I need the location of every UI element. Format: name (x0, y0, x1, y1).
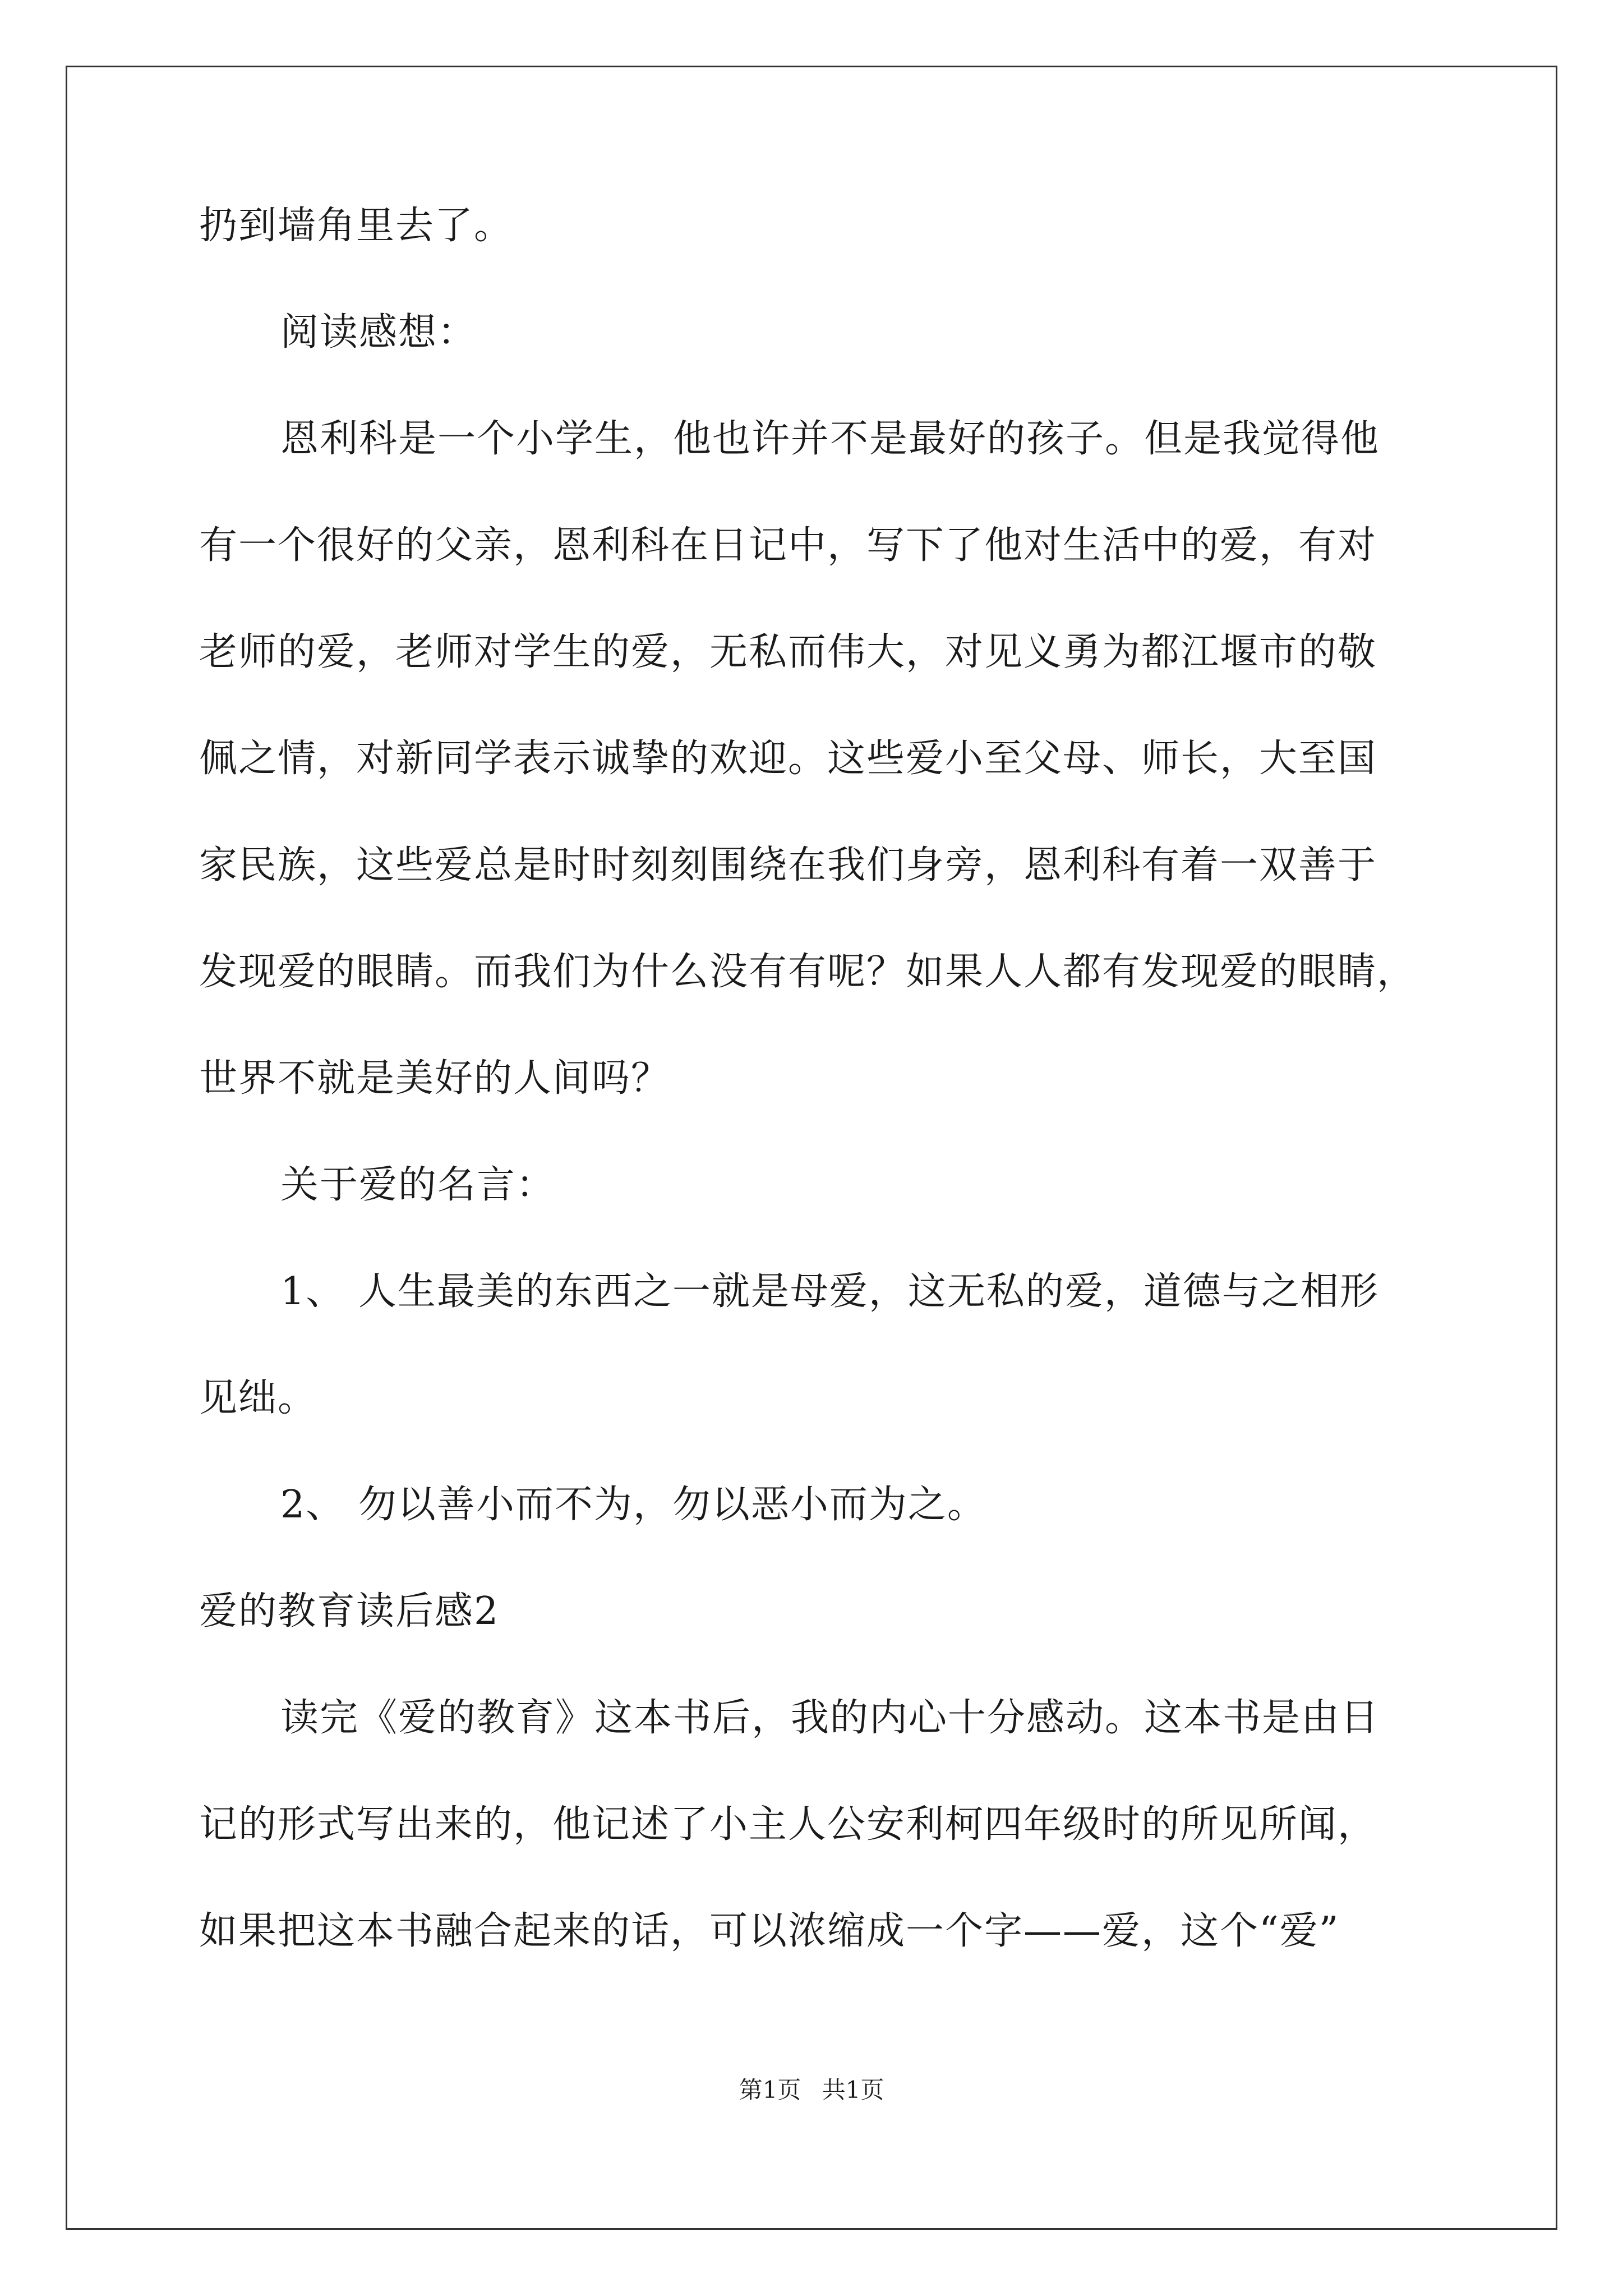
text-line: 2、 勿以善小而不为，勿以恶小而为之。 (280, 1483, 986, 1527)
text-line: 恩利科是一个小学生，他也许并不是最好的孩子。但是我觉得他 (280, 417, 1380, 461)
text-line: 有一个很好的父亲，恩利科在日记中，写下了他对生活中的爱，有对 (199, 523, 1377, 568)
text-line: 发现爱的眼睛。而我们为什么没有有呢？如果人人都有发现爱的眼睛， (199, 950, 1417, 994)
text-line: 世界不就是美好的人间吗？ (199, 1056, 671, 1101)
page-number: 第1页 (739, 2076, 801, 2104)
section-heading: 爱的教育读后感2 (199, 1589, 500, 1634)
text-line: 家民族，这些爱总是时时刻刻围绕在我们身旁，恩利科有着一双善于 (199, 843, 1377, 887)
text-line: 阅读感想： (280, 310, 477, 355)
page-footer (0, 2074, 1623, 2106)
text-line: 扔到墙角里去了。 (199, 204, 514, 248)
text-line: 记的形式写出来的，他记述了小主人公安利柯四年级时的所见所闻， (199, 1802, 1377, 1847)
page-border (66, 66, 1557, 2230)
text-line: 老师的爱，老师对学生的爱，无私而伟大，对见义勇为都江堰市的敬 (199, 630, 1377, 674)
text-line: 读完《爱的教育》这本书后，我的内心十分感动。这本书是由日 (280, 1696, 1380, 1740)
page-total: 共1页 (822, 2076, 884, 2104)
text-line: 关于爱的名言： (280, 1163, 556, 1207)
text-line: 1、 人生最美的东西之一就是母爱，这无私的爱，道德与之相形 (280, 1269, 1379, 1314)
text-line: 见绌。 (199, 1376, 317, 1420)
text-line: 佩之情，对新同学表示诚挚的欢迎。这些爱小至父母、师长，大至国 (199, 737, 1377, 781)
text-line: 如果把这本书融合起来的话，可以浓缩成一个字——爱，这个“爱” (199, 1909, 1340, 1953)
